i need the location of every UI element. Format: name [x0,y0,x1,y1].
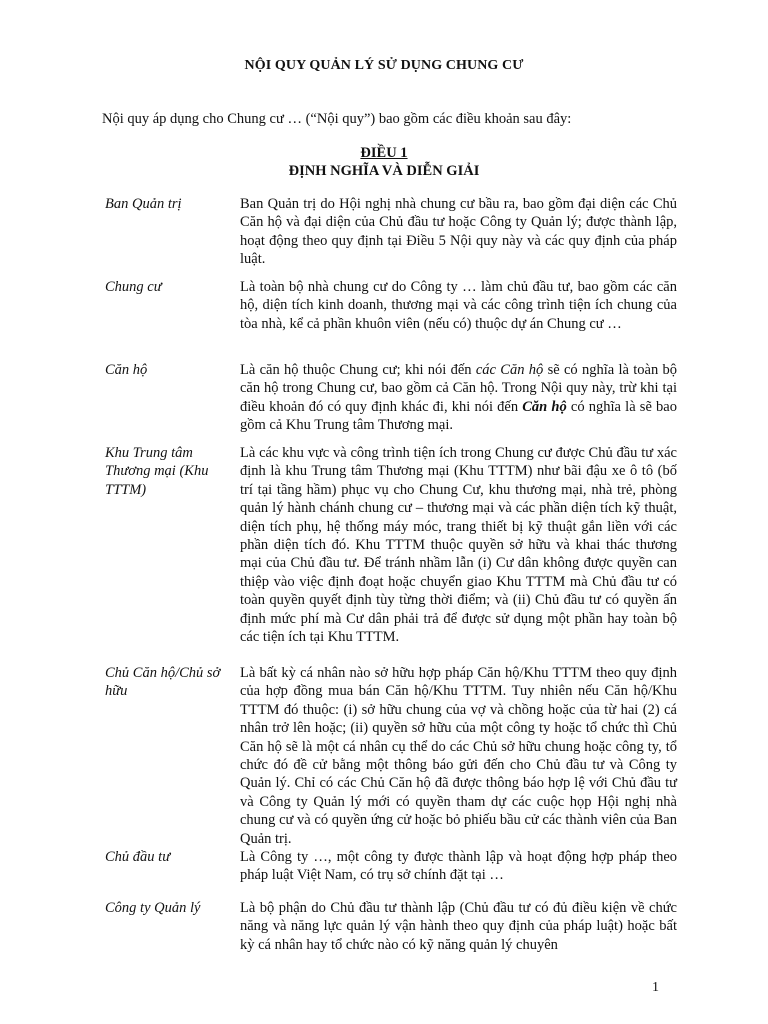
definition-text: Là bộ phận do Chủ đầu tư thành lập (Chủ đầu tư có đủ điều kiện về chức năng và năng lực quản lý vận hành theo quy định của pháp luật) hoặc bất kỳ cá nhân hay tổ chức nào có kỹ năng quản lý chuyên [240,900,677,953]
definition-term: Căn hộ [105,362,148,378]
intro-paragraph: Nội quy áp dụng cho Chung cư … (“Nội quy”) bao gồm các điều khoản sau đây: [102,111,572,127]
document-title: NỘI QUY QUẢN LÝ SỬ DỤNG CHUNG CƯ [244,58,524,73]
definition-term: Chủ Căn hộ/Chủ sở hữu [105,665,221,700]
definition-strong-emphasis: Căn hộ [522,398,567,415]
definition-term: Chủ đầu tư [105,849,171,865]
definition-text: Ban Quản trị do Hội nghị nhà chung cư bầu ra, bao gồm đại diện các Chủ Căn hộ và đại diện của Chủ đầu tư hoặc Công ty Quản lý; được thành lập, hoạt động theo quy định tại Điều 5 Nội quy này và các quy định của pháp luật. [240,196,677,268]
definition-text-part: có nghĩa là sẽ bao gồm cả Khu Trung tâm Thương mại. [240,398,677,434]
definition-text [240,361,677,435]
definition-text-part: Là căn hộ thuộc Chung cư; khi nói đến [240,362,476,378]
definition-emphasis: các Căn hộ [475,362,544,378]
definition-text: Là bất kỳ cá nhân nào sở hữu hợp pháp Căn hộ/Khu TTTM theo quy định của hợp đồng mua bán Căn hộ/Khu TTTM. Tuy nhiên nếu Căn hộ/Khu TTTM đó thuộc: (i) sở hữu chung của vợ và chồng hoặc của từ hai (2) cá nhân trở lên hoặc; (ii) quyền sở hữu của một công ty hoặc tổ chức thì Chủ Căn hộ sẽ là một cá nhân cụ thể do các Chủ sở hữu chung hoặc công ty, tổ chức đó đề cử bằng một thông báo gửi đến cho Chủ đầu tư và Công ty Quản lý. Chỉ có các Chủ Căn hộ đã được thông báo hợp lệ với Chủ đầu tư và Công ty Quản lý mới có quyền tham dự các cuộc họp Hội nghị nhà chung cư và có quyền ứng cử hoặc bỏ phiếu bầu cử các thành viên của Ban Quản trị. [240,665,677,847]
definition-text: Là toàn bộ nhà chung cư do Công ty … làm chủ đầu tư, bao gồm các căn hộ, diện tích kinh doanh, thương mại và các công trình tiện ích chung của tòa nhà, kể cả phần khuôn viên (nếu có) thuộc dự án Chung cư … [240,279,677,332]
definition-term: Chung cư [105,279,162,295]
definition-term: Khu Trung tâm Thương mại (Khu TTTM) [105,445,209,498]
article-title: ĐỊNH NGHĨA VÀ DIỄN GIẢI [288,163,480,179]
definition-text: Là các khu vực và công trình tiện ích trong Chung cư được Chủ đầu tư xác định là khu Trung tâm Thương mại (Khu TTTM) như bãi đậu xe ô tô (bố trí tại tầng hầm) phục vụ cho Chung Cư, khu thương mại, nhà trẻ, phòng quản lý hành chánh chung cư – thương mại và các phần diện tích kỹ thuật, diện tích phụ, hệ thống máy móc, trang thiết bị kỹ thuật gắn liền với các phần diện tích đó. Khu TTTM thuộc quyền sở hữu và khai thác thương mại của Chủ đầu tư. Để tránh nhầm lẫn (i) Cư dân không được quyền can thiệp vào việc định đoạt hoặc chuyển giao Khu TTTM mà Chủ đầu tư có toàn quyền quyết định tùy từng thời điểm; và (ii) Chủ đầu tư có quyền ấn định mức phí mà Cư dân phải trả để được sử dụng một phần hay toàn bộ các tiện ích tại Khu TTTM. [240,445,677,646]
page-number: 1 [652,980,659,995]
definition-term: Ban Quản trị [105,196,182,212]
definition-text-part: sẽ có nghĩa là toàn bộ căn hộ trong Chung cư, bao gồm cả Căn hộ. Trong Nội quy này, trừ khi tại điều khoản đó có quy định khác đi, khi nói đến [240,362,677,415]
article-number: ĐIỀU 1 [360,145,408,161]
definition-text: Là Công ty …, một công ty được thành lập và hoạt động hợp pháp theo pháp luật Việt Nam, có trụ sở chính đặt tại … [240,849,677,884]
definition-term: Công ty Quản lý [105,900,201,916]
article-heading [0,144,768,180]
